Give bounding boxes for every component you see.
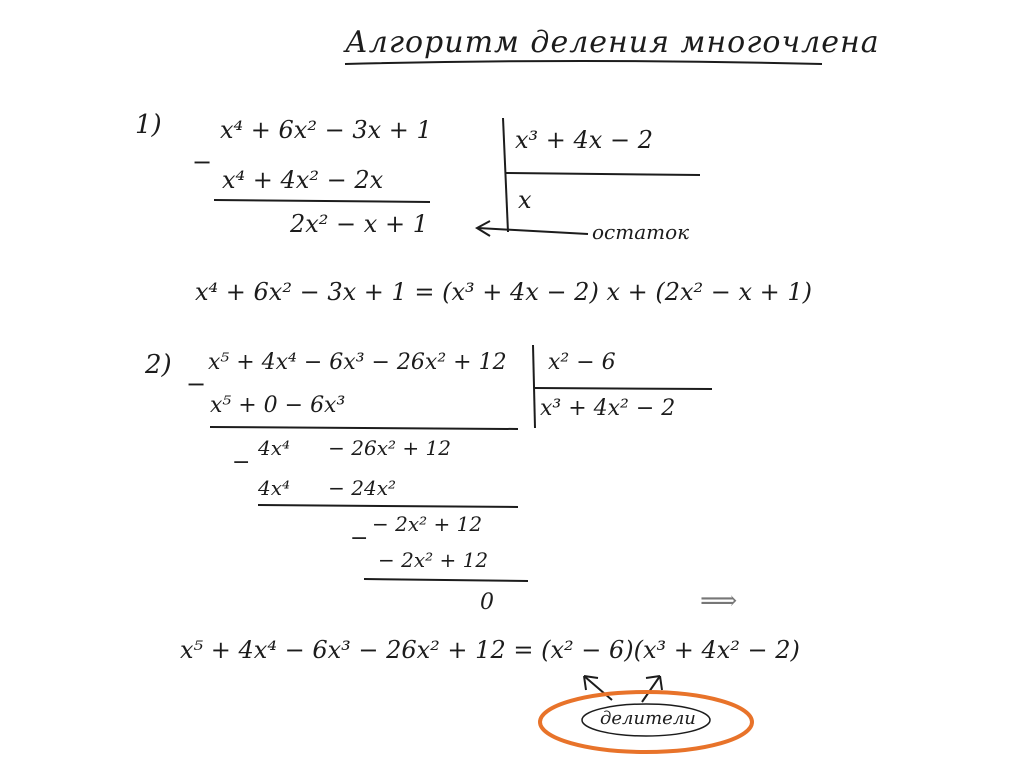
ex1-subtract-line [214,200,430,202]
example-2-identity: x⁵ + 4x⁴ − 6x³ − 26x² + 12 = (x² − 6)(x³ + 4x² − 2) [180,636,800,664]
example-1-minus: − [192,148,213,176]
example-1-number: 1) [135,110,162,140]
example-2-dividend: x⁵ + 4x⁴ − 6x³ − 26x² + 12 [208,350,507,375]
remainder-label: остаток [592,220,690,244]
highlight-oval [540,692,752,752]
example-1-identity: x⁴ + 6x² − 3x + 1 = (x³ + 4x − 2) x + (2x² − x + 1) [195,278,813,306]
example-2-result: 0 [480,590,494,615]
example-2-step1-sub: x⁵ + 0 − 6x³ [210,393,346,418]
ex2-subtract-line-3 [364,579,528,581]
divisors-label: делители [600,708,696,729]
ex2-subtract-line-1 [210,427,518,429]
example-2-minus-1: − [186,370,207,398]
example-2-step2-row: 4x⁴ − 26x² + 12 [258,436,451,460]
ex2-divisor-bar [534,388,712,389]
implies-arrow: ⟹ [700,586,738,616]
example-2-minus-2: − [232,450,251,475]
example-2-quotient: x³ + 4x² − 2 [540,396,676,421]
title-underline [345,61,822,64]
remainder-arrow [478,228,588,234]
example-2-step2-sub: 4x⁴ − 24x² [258,476,397,500]
example-1-subtrahend: x⁴ + 4x² − 2x [222,166,384,194]
example-2-step3-row: − 2x² + 12 [372,512,483,536]
example-1-remainder: 2x² − x + 1 [290,210,428,238]
example-1-dividend: x⁴ + 6x² − 3x + 1 [220,116,432,144]
divisor-arrow-right [642,676,660,702]
example-1-quotient: x [518,186,532,214]
ex1-vertical-bar [503,118,508,232]
example-1-divisor: x³ + 4x − 2 [515,126,653,154]
example-2-step3-sub: − 2x² + 12 [378,548,489,572]
ex2-vertical-bar [533,345,535,428]
hand-oval [582,704,710,736]
ex2-subtract-line-2 [258,505,518,507]
example-2-number: 2) [145,350,172,380]
ex1-divisor-bar [506,173,700,175]
page-title: Алгоритм деления многочлена [345,25,880,60]
example-2-divisor: x² − 6 [548,350,616,375]
example-2-minus-3: − [350,526,369,551]
